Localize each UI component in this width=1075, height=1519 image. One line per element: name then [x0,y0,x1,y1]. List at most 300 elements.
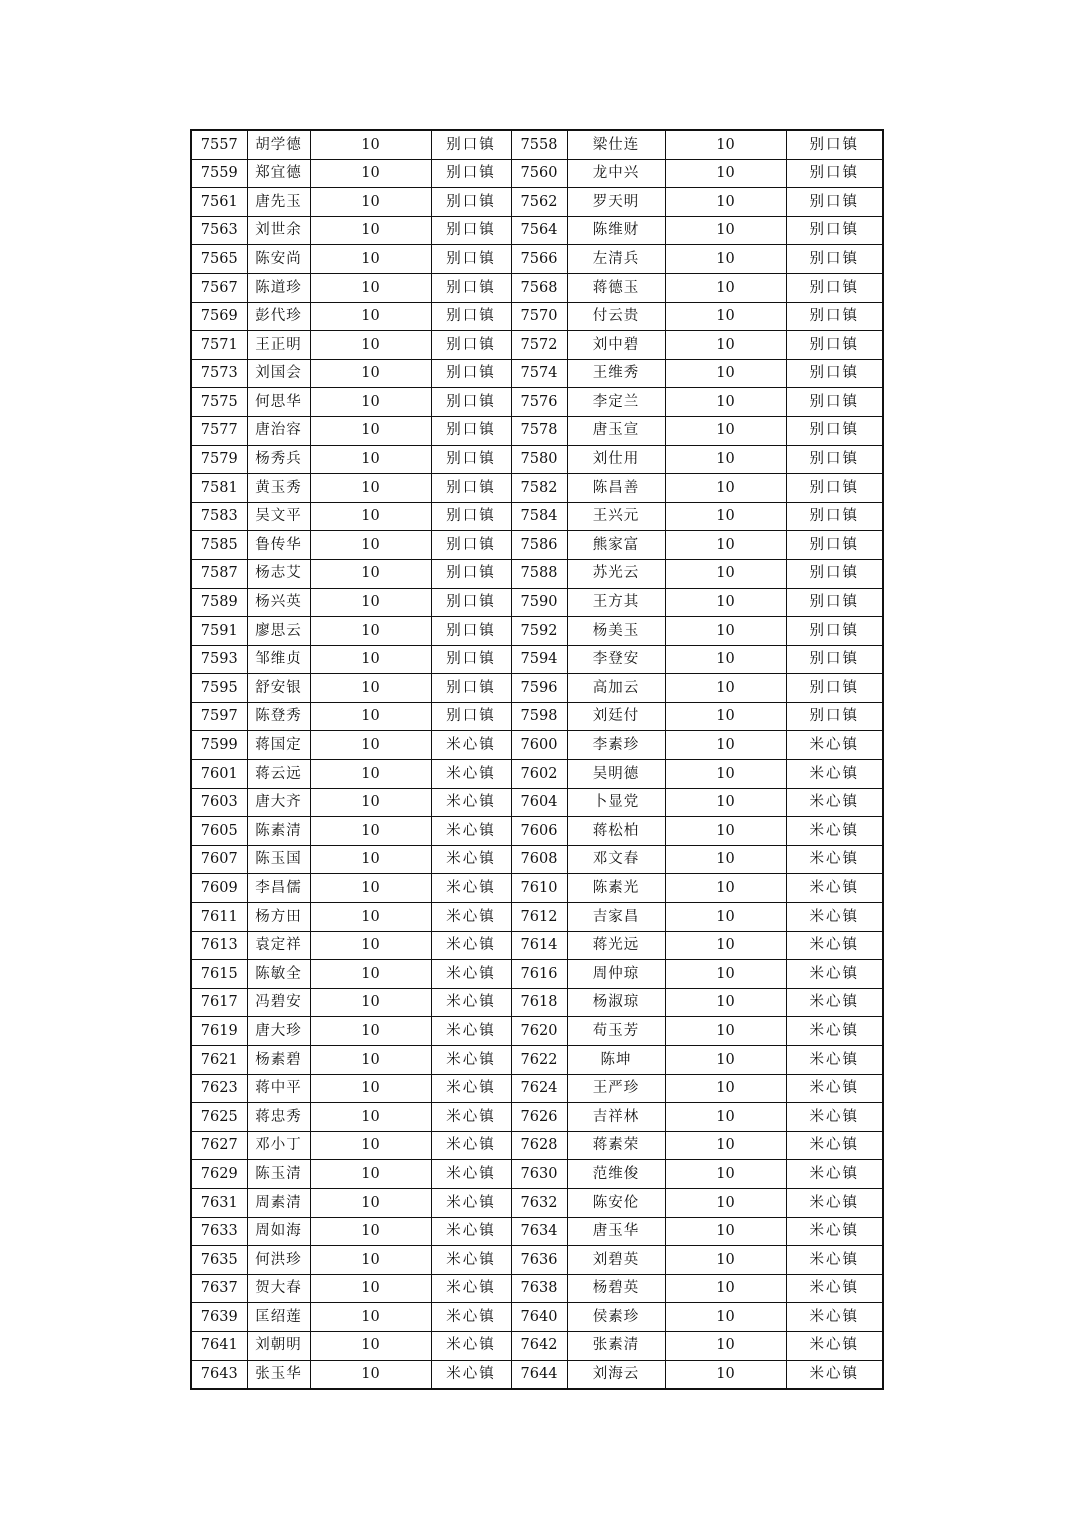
record-number-cell: 7557 [191,130,247,159]
table-row [191,1360,883,1389]
town-name-cell: 米心镇 [431,1188,511,1217]
amount-cell: 10 [665,273,786,302]
table-row [191,588,883,617]
town-name-cell: 米心镇 [431,1074,511,1103]
record-number-cell: 7614 [511,931,567,960]
person-name-cell: 王方其 [567,588,665,617]
record-number-cell: 7642 [511,1331,567,1360]
town-name-cell: 别口镇 [786,188,883,217]
record-number-cell: 7590 [511,588,567,617]
record-number-cell: 7593 [191,645,247,674]
town-name-cell: 别口镇 [786,445,883,474]
table-row [191,617,883,646]
record-number-cell: 7615 [191,960,247,989]
town-name-cell: 米心镇 [786,1017,883,1046]
person-name-cell: 苟玉芳 [567,1017,665,1046]
table-row [191,388,883,417]
record-number-cell: 7586 [511,531,567,560]
town-name-cell: 米心镇 [786,960,883,989]
record-number-cell: 7623 [191,1074,247,1103]
record-number-cell: 7634 [511,1217,567,1246]
amount-cell: 10 [665,674,786,703]
record-number-cell: 7574 [511,359,567,388]
record-number-cell: 7640 [511,1303,567,1332]
amount-cell: 10 [310,1074,431,1103]
amount-cell: 10 [665,1331,786,1360]
person-name-cell: 杨素碧 [247,1046,310,1075]
amount-cell: 10 [665,702,786,731]
record-number-cell: 7584 [511,502,567,531]
record-number-cell: 7624 [511,1074,567,1103]
record-number-cell: 7636 [511,1246,567,1275]
person-name-cell: 周如海 [247,1217,310,1246]
table-row [191,1017,883,1046]
person-name-cell: 袁定祥 [247,931,310,960]
person-name-cell: 贺大春 [247,1274,310,1303]
amount-cell: 10 [665,130,786,159]
amount-cell: 10 [665,731,786,760]
table-row [191,645,883,674]
amount-cell: 10 [310,931,431,960]
town-name-cell: 米心镇 [431,1246,511,1275]
record-number-cell: 7607 [191,845,247,874]
person-name-cell: 唐大齐 [247,788,310,817]
person-name-cell: 梁仕连 [567,130,665,159]
town-name-cell: 别口镇 [431,445,511,474]
person-name-cell: 高加云 [567,674,665,703]
amount-cell: 10 [665,1360,786,1389]
person-name-cell: 陈安伦 [567,1188,665,1217]
town-name-cell: 米心镇 [786,1246,883,1275]
town-name-cell: 别口镇 [431,245,511,274]
town-name-cell: 别口镇 [786,531,883,560]
person-name-cell: 陈昌善 [567,474,665,503]
person-name-cell: 刘国会 [247,359,310,388]
person-name-cell: 陈素光 [567,874,665,903]
table-row [191,416,883,445]
person-name-cell: 吴明德 [567,760,665,789]
amount-cell: 10 [310,302,431,331]
table-row [191,474,883,503]
person-name-cell: 邓小丁 [247,1131,310,1160]
person-name-cell: 冯碧安 [247,988,310,1017]
amount-cell: 10 [665,1246,786,1275]
table-row [191,1303,883,1332]
person-name-cell: 李昌儒 [247,874,310,903]
roster-table-body [191,130,883,1389]
amount-cell: 10 [665,1217,786,1246]
record-number-cell: 7631 [191,1188,247,1217]
person-name-cell: 刘仕用 [567,445,665,474]
amount-cell: 10 [665,474,786,503]
table-row [191,216,883,245]
amount-cell: 10 [665,159,786,188]
record-number-cell: 7572 [511,331,567,360]
town-name-cell: 米心镇 [431,988,511,1017]
person-name-cell: 王正明 [247,331,310,360]
amount-cell: 10 [310,817,431,846]
amount-cell: 10 [310,674,431,703]
amount-cell: 10 [310,216,431,245]
town-name-cell: 米心镇 [786,788,883,817]
person-name-cell: 杨兴英 [247,588,310,617]
amount-cell: 10 [310,702,431,731]
person-name-cell: 吴文平 [247,502,310,531]
town-name-cell: 米心镇 [431,731,511,760]
record-number-cell: 7571 [191,331,247,360]
record-number-cell: 7617 [191,988,247,1017]
record-number-cell: 7602 [511,760,567,789]
town-name-cell: 别口镇 [786,273,883,302]
town-name-cell: 米心镇 [786,903,883,932]
amount-cell: 10 [310,331,431,360]
town-name-cell: 米心镇 [431,960,511,989]
person-name-cell: 何思华 [247,388,310,417]
person-name-cell: 唐治容 [247,416,310,445]
person-name-cell: 周素清 [247,1188,310,1217]
record-number-cell: 7612 [511,903,567,932]
person-name-cell: 陈安尚 [247,245,310,274]
town-name-cell: 别口镇 [431,416,511,445]
table-row [191,1103,883,1132]
record-number-cell: 7644 [511,1360,567,1389]
amount-cell: 10 [665,188,786,217]
record-number-cell: 7619 [191,1017,247,1046]
town-name-cell: 米心镇 [786,731,883,760]
town-name-cell: 别口镇 [431,645,511,674]
town-name-cell: 米心镇 [431,1131,511,1160]
person-name-cell: 刘碧英 [567,1246,665,1275]
record-number-cell: 7591 [191,617,247,646]
person-name-cell: 苏光云 [567,559,665,588]
record-number-cell: 7578 [511,416,567,445]
town-name-cell: 别口镇 [431,588,511,617]
amount-cell: 10 [665,216,786,245]
person-name-cell: 杨方田 [247,903,310,932]
town-name-cell: 别口镇 [431,359,511,388]
record-number-cell: 7604 [511,788,567,817]
record-number-cell: 7563 [191,216,247,245]
table-row [191,903,883,932]
amount-cell: 10 [665,559,786,588]
amount-cell: 10 [310,1303,431,1332]
record-number-cell: 7597 [191,702,247,731]
person-name-cell: 杨淑琼 [567,988,665,1017]
amount-cell: 10 [665,645,786,674]
record-number-cell: 7589 [191,588,247,617]
town-name-cell: 米心镇 [786,988,883,1017]
town-name-cell: 米心镇 [431,874,511,903]
town-name-cell: 米心镇 [786,931,883,960]
town-name-cell: 米心镇 [431,845,511,874]
table-row [191,817,883,846]
record-number-cell: 7618 [511,988,567,1017]
record-number-cell: 7639 [191,1303,247,1332]
town-name-cell: 米心镇 [786,1074,883,1103]
person-name-cell: 刘海云 [567,1360,665,1389]
town-name-cell: 米心镇 [431,1360,511,1389]
record-number-cell: 7562 [511,188,567,217]
town-name-cell: 别口镇 [786,702,883,731]
record-number-cell: 7630 [511,1160,567,1189]
person-name-cell: 刘朝明 [247,1331,310,1360]
record-number-cell: 7620 [511,1017,567,1046]
amount-cell: 10 [665,1131,786,1160]
town-name-cell: 米心镇 [786,1046,883,1075]
record-number-cell: 7613 [191,931,247,960]
town-name-cell: 米心镇 [431,1217,511,1246]
amount-cell: 10 [665,331,786,360]
town-name-cell: 别口镇 [786,245,883,274]
amount-cell: 10 [310,445,431,474]
table-row [191,302,883,331]
amount-cell: 10 [665,302,786,331]
record-number-cell: 7627 [191,1131,247,1160]
amount-cell: 10 [310,874,431,903]
amount-cell: 10 [665,988,786,1017]
town-name-cell: 米心镇 [786,1360,883,1389]
person-name-cell: 杨美玉 [567,617,665,646]
town-name-cell: 别口镇 [431,331,511,360]
amount-cell: 10 [310,988,431,1017]
amount-cell: 10 [665,359,786,388]
amount-cell: 10 [310,960,431,989]
amount-cell: 10 [665,388,786,417]
person-name-cell: 陈登秀 [247,702,310,731]
person-name-cell: 蒋国定 [247,731,310,760]
table-row [191,502,883,531]
record-number-cell: 7628 [511,1131,567,1160]
amount-cell: 10 [665,845,786,874]
person-name-cell: 蒋光远 [567,931,665,960]
town-name-cell: 别口镇 [786,474,883,503]
table-row [191,1160,883,1189]
person-name-cell: 王维秀 [567,359,665,388]
person-name-cell: 黄玉秀 [247,474,310,503]
table-row [191,130,883,159]
town-name-cell: 米心镇 [786,1131,883,1160]
table-row [191,245,883,274]
record-number-cell: 7564 [511,216,567,245]
amount-cell: 10 [310,130,431,159]
person-name-cell: 付云贵 [567,302,665,331]
record-number-cell: 7558 [511,130,567,159]
person-name-cell: 李登安 [567,645,665,674]
record-number-cell: 7567 [191,273,247,302]
person-name-cell: 唐大珍 [247,1017,310,1046]
town-name-cell: 别口镇 [431,474,511,503]
amount-cell: 10 [665,531,786,560]
town-name-cell: 米心镇 [431,1103,511,1132]
town-name-cell: 别口镇 [786,559,883,588]
amount-cell: 10 [665,931,786,960]
amount-cell: 10 [310,645,431,674]
amount-cell: 10 [310,1246,431,1275]
record-number-cell: 7565 [191,245,247,274]
town-name-cell: 米心镇 [786,817,883,846]
person-name-cell: 陈敏全 [247,960,310,989]
amount-cell: 10 [310,1217,431,1246]
person-name-cell: 李定兰 [567,388,665,417]
person-name-cell: 陈素清 [247,817,310,846]
table-row [191,702,883,731]
amount-cell: 10 [310,1017,431,1046]
town-name-cell: 别口镇 [786,617,883,646]
town-name-cell: 别口镇 [431,302,511,331]
person-name-cell: 左清兵 [567,245,665,274]
amount-cell: 10 [310,788,431,817]
table-row [191,1074,883,1103]
record-number-cell: 7587 [191,559,247,588]
table-row [191,331,883,360]
person-name-cell: 胡学德 [247,130,310,159]
person-name-cell: 郑宜德 [247,159,310,188]
record-number-cell: 7632 [511,1188,567,1217]
town-name-cell: 米心镇 [786,760,883,789]
record-number-cell: 7560 [511,159,567,188]
table-row [191,845,883,874]
amount-cell: 10 [310,1188,431,1217]
amount-cell: 10 [310,617,431,646]
person-name-cell: 张素清 [567,1331,665,1360]
town-name-cell: 米心镇 [786,845,883,874]
amount-cell: 10 [310,1103,431,1132]
record-number-cell: 7643 [191,1360,247,1389]
person-name-cell: 陈玉清 [247,1160,310,1189]
amount-cell: 10 [665,416,786,445]
person-name-cell: 龙中兴 [567,159,665,188]
amount-cell: 10 [665,1274,786,1303]
table-row [191,731,883,760]
person-name-cell: 范维俊 [567,1160,665,1189]
record-number-cell: 7637 [191,1274,247,1303]
town-name-cell: 米心镇 [786,1217,883,1246]
person-name-cell: 蒋松柏 [567,817,665,846]
person-name-cell: 陈坤 [567,1046,665,1075]
amount-cell: 10 [310,502,431,531]
person-name-cell: 唐先玉 [247,188,310,217]
record-number-cell: 7592 [511,617,567,646]
record-number-cell: 7629 [191,1160,247,1189]
town-name-cell: 米心镇 [431,903,511,932]
record-number-cell: 7626 [511,1103,567,1132]
table-row [191,674,883,703]
amount-cell: 10 [665,788,786,817]
person-name-cell: 侯素珍 [567,1303,665,1332]
town-name-cell: 米心镇 [786,1331,883,1360]
amount-cell: 10 [310,245,431,274]
record-number-cell: 7569 [191,302,247,331]
amount-cell: 10 [310,1274,431,1303]
person-name-cell: 蒋德玉 [567,273,665,302]
person-name-cell: 陈道珍 [247,273,310,302]
person-name-cell: 蒋忠秀 [247,1103,310,1132]
record-number-cell: 7570 [511,302,567,331]
town-name-cell: 别口镇 [431,702,511,731]
record-number-cell: 7595 [191,674,247,703]
person-name-cell: 陈维财 [567,216,665,245]
town-name-cell: 别口镇 [431,559,511,588]
amount-cell: 10 [665,1303,786,1332]
table-row [191,960,883,989]
amount-cell: 10 [310,845,431,874]
town-name-cell: 别口镇 [786,359,883,388]
table-row [191,1331,883,1360]
person-name-cell: 周仲琼 [567,960,665,989]
amount-cell: 10 [665,1188,786,1217]
town-name-cell: 别口镇 [786,331,883,360]
record-number-cell: 7621 [191,1046,247,1075]
amount-cell: 10 [665,960,786,989]
person-name-cell: 杨碧英 [567,1274,665,1303]
table-row [191,1274,883,1303]
record-number-cell: 7585 [191,531,247,560]
amount-cell: 10 [665,588,786,617]
town-name-cell: 米心镇 [431,1274,511,1303]
amount-cell: 10 [310,559,431,588]
record-number-cell: 7603 [191,788,247,817]
town-name-cell: 米心镇 [786,1103,883,1132]
table-row [191,1188,883,1217]
record-number-cell: 7635 [191,1246,247,1275]
town-name-cell: 米心镇 [786,874,883,903]
record-number-cell: 7582 [511,474,567,503]
town-name-cell: 别口镇 [431,130,511,159]
record-number-cell: 7598 [511,702,567,731]
amount-cell: 10 [310,474,431,503]
record-number-cell: 7610 [511,874,567,903]
town-name-cell: 别口镇 [431,388,511,417]
table-row [191,445,883,474]
town-name-cell: 别口镇 [431,188,511,217]
amount-cell: 10 [310,731,431,760]
town-name-cell: 米心镇 [431,1017,511,1046]
record-number-cell: 7581 [191,474,247,503]
person-name-cell: 鲁传华 [247,531,310,560]
record-number-cell: 7608 [511,845,567,874]
amount-cell: 10 [310,903,431,932]
town-name-cell: 别口镇 [786,674,883,703]
town-name-cell: 米心镇 [431,1303,511,1332]
town-name-cell: 别口镇 [786,502,883,531]
record-number-cell: 7616 [511,960,567,989]
town-name-cell: 米心镇 [786,1303,883,1332]
amount-cell: 10 [310,388,431,417]
person-name-cell: 邹维贞 [247,645,310,674]
person-name-cell: 唐玉华 [567,1217,665,1246]
table-row [191,188,883,217]
town-name-cell: 米心镇 [786,1188,883,1217]
table-row [191,874,883,903]
person-name-cell: 廖思云 [247,617,310,646]
amount-cell: 10 [310,531,431,560]
table-row [191,760,883,789]
amount-cell: 10 [310,188,431,217]
person-name-cell: 王兴元 [567,502,665,531]
record-number-cell: 7625 [191,1103,247,1132]
town-name-cell: 别口镇 [786,130,883,159]
town-name-cell: 米心镇 [431,1046,511,1075]
person-name-cell: 王严珍 [567,1074,665,1103]
town-name-cell: 别口镇 [786,159,883,188]
person-name-cell: 刘廷付 [567,702,665,731]
record-number-cell: 7638 [511,1274,567,1303]
person-name-cell: 陈玉国 [247,845,310,874]
record-number-cell: 7600 [511,731,567,760]
town-name-cell: 米心镇 [431,817,511,846]
table-row [191,559,883,588]
record-number-cell: 7580 [511,445,567,474]
